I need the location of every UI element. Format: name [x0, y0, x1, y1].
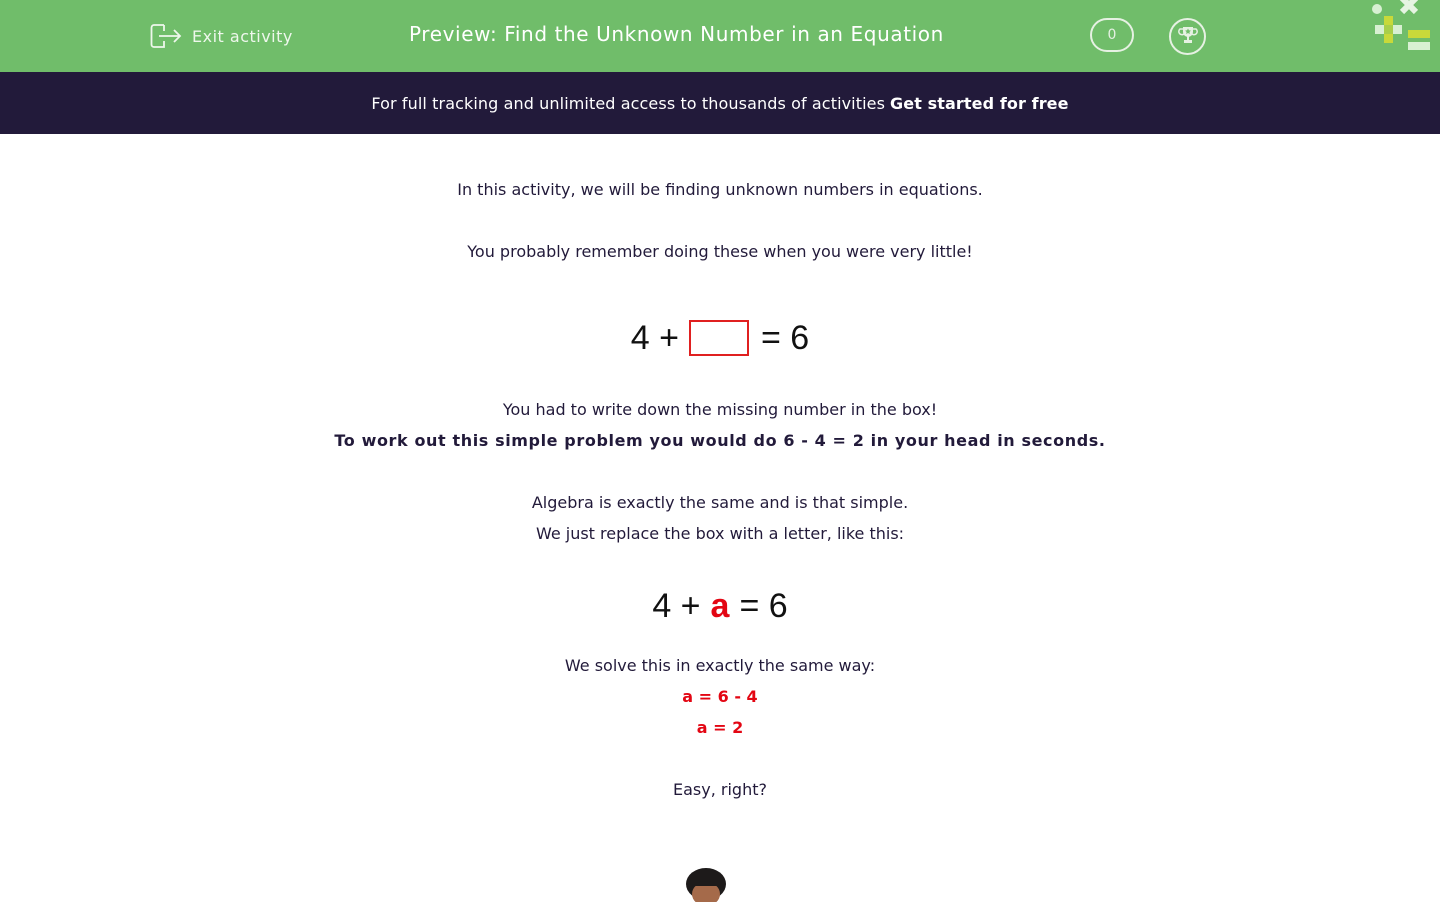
- work-out-text: To work out this simple problem you would do 6 - 4 = 2 in your head in seconds.: [334, 431, 1106, 450]
- trophy-button[interactable]: [1169, 18, 1206, 55]
- equation-variable: a: [710, 586, 730, 625]
- score-badge: 0: [1090, 18, 1134, 52]
- solution-step-2: a = 2: [696, 718, 744, 737]
- algebra-text: Algebra is exactly the same and is that simple.: [531, 493, 909, 512]
- exit-icon: [150, 22, 182, 50]
- get-started-link[interactable]: Get started for free: [890, 93, 1069, 113]
- equation-letter: [0, 584, 1440, 628]
- had-to-text: You had to write down the missing number in the box!: [502, 400, 938, 419]
- replace-text: We just replace the box with a letter, like this:: [535, 524, 905, 543]
- trophy-icon: [1177, 24, 1199, 50]
- exit-activity-button[interactable]: [150, 20, 293, 52]
- top-bar: [0, 0, 1440, 72]
- missing-number-box: [689, 320, 749, 356]
- banner-text: For full tracking and unlimited access to thousands of activities: [371, 93, 886, 113]
- solve-text: We solve this in exactly the same way:: [564, 656, 876, 675]
- easy-text: Easy, right?: [673, 780, 767, 799]
- intro-text: In this activity, we will be finding unknown numbers in equations.: [457, 180, 983, 199]
- equation-left: 4 +: [652, 586, 701, 625]
- signup-banner: [0, 72, 1440, 134]
- exit-label: Exit activity: [192, 26, 293, 46]
- equation-right: = 6: [739, 586, 788, 625]
- solution-step-1: a = 6 - 4: [682, 687, 758, 706]
- equation-right: = 6: [761, 318, 810, 357]
- equation-left: 4 +: [630, 318, 679, 357]
- equation-box: [0, 316, 1440, 360]
- page-title: Preview: Find the Unknown Number in an Equation: [409, 22, 944, 46]
- remember-text: You probably remember doing these when you were very little!: [467, 242, 973, 261]
- child-photo: [683, 862, 729, 902]
- maths-symbols-logo: [1368, 0, 1440, 56]
